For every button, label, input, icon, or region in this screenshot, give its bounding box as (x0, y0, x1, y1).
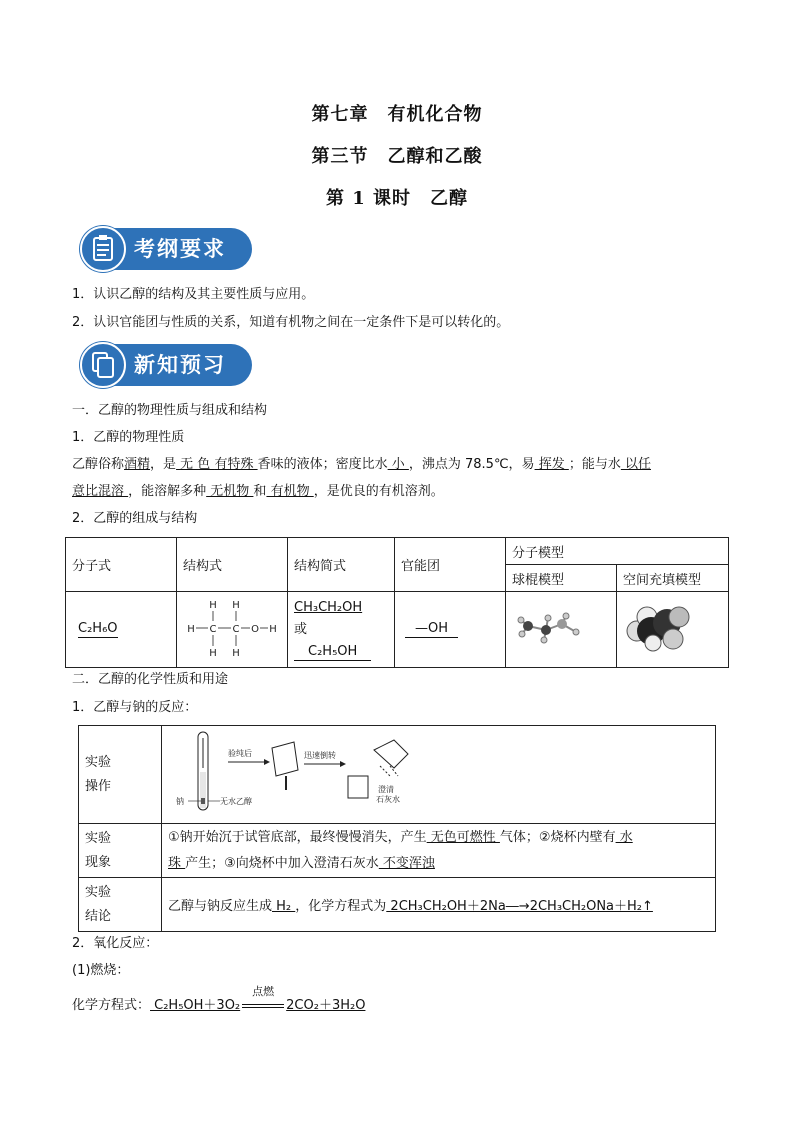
sodium-reaction-table (78, 725, 716, 932)
cell-phenomenon (162, 824, 716, 878)
condensed-formula-2: C₂H₅OH (294, 644, 371, 661)
th-space-filling: 空间充填模型 (617, 565, 729, 592)
svg-text:C: C (209, 623, 217, 635)
label-clear-limewater-2: 石灰水 (376, 794, 400, 804)
cell-formula (66, 592, 177, 668)
or-text: 或 (294, 621, 308, 637)
svg-text:H: H (232, 599, 240, 611)
blank-odor: 有特殊 (214, 457, 258, 472)
space-filling-model-image (623, 601, 693, 655)
physical-properties-line1: 乙醇俗称酒精，是 无 色 有特殊 香味的液体；密度比水 小 ，沸点为 78.5℃，易 挥发 ；能与水 以任 (72, 457, 651, 472)
exam-banner-label: 考纲要求 (102, 228, 252, 270)
functional-group: —OH (405, 621, 458, 638)
label-conclusion: 实验 结论 (79, 878, 162, 932)
preview-banner (80, 342, 252, 388)
svg-text:O: O (251, 623, 259, 635)
blank-hydrogen: H₂ (272, 899, 296, 914)
part2-sub1: 1．乙醇与钠的反应： (72, 700, 198, 715)
svg-text:H: H (187, 623, 195, 635)
combustion-equation: 化学方程式： C₂H₅OH＋3O₂ 点燃 2CO₂＋3H₂O (72, 995, 365, 1017)
objective-2: 2．认识官能团与性质的关系，知道有机物之间在一定条件下是可以转化的。 (72, 315, 510, 330)
svg-text:C: C (232, 623, 240, 635)
cell-ball-stick-model (506, 592, 617, 668)
cell-functional-group (395, 592, 506, 668)
section-title: 第三节 乙醇和乙酸 (311, 146, 483, 167)
label-sodium: 钠 (176, 796, 184, 806)
label-phenomenon: 实验 现象 (79, 824, 162, 878)
equation-right: 2CO₂＋3H₂O (286, 998, 366, 1013)
label-clear-limewater-1: 澄清 (378, 784, 394, 794)
part2-heading: 二．乙醇的化学性质和用途 (72, 672, 229, 687)
label-invert-quickly: 迅速倒转 (304, 750, 336, 760)
cell-condensed-formula (288, 592, 395, 668)
equation-arrow (240, 985, 286, 1017)
condition-ignite: 点燃 (252, 985, 275, 998)
part1-heading: 一．乙醇的物理性质与组成和结构 (72, 403, 268, 418)
th-ball-stick: 球棍模型 (506, 565, 617, 592)
label-operation: 实验 操作 (79, 726, 162, 824)
objective-1: 1．认识乙醇的结构及其主要性质与应用。 (72, 287, 315, 302)
blank-water-1: 水 (615, 829, 633, 845)
physical-properties-line2: 意比混溶 ，能溶解多种 无机物 和 有机物 ，是优良的有机溶剂。 (72, 484, 444, 499)
label-anhydrous-ethanol: 无水乙醇 (220, 796, 252, 806)
blank-inorganic: 无机物 (206, 484, 254, 499)
blank-miscible-1: 以任 (620, 457, 651, 472)
lesson-title: 第 1 课时 乙醇 (325, 188, 469, 209)
cell-conclusion: 乙醇与钠反应生成 H₂ ，化学方程式为 2CH₃CH₂OH＋2Na―→2CH₃CH₂ONa＋H₂↑ (162, 878, 716, 932)
th-functional-group: 官能团 (395, 538, 506, 592)
phenomenon-line1: ①钠开始沉于试管底部，最终慢慢消失，产生 无色可燃性 气体；②烧杯内壁有 水 (168, 829, 633, 845)
svg-text:H: H (209, 599, 217, 611)
cell-space-filling-model (617, 592, 729, 668)
chapter-title: 第七章 有机化合物 (311, 104, 483, 125)
th-molecular-formula: 分子式 (66, 538, 177, 592)
blank-color: 无 色 (176, 457, 215, 472)
svg-text:H: H (232, 647, 240, 659)
condensed-formula-1: CH₃CH₂OH (294, 599, 363, 615)
equation-left: C₂H₅OH＋3O₂ (150, 998, 241, 1013)
ethanol-structure-table (65, 537, 729, 668)
experiment-apparatus-diagram (168, 728, 418, 818)
svg-text:H: H (269, 623, 277, 635)
blank-volatile: 挥发 (534, 457, 569, 472)
clipboard-icon (80, 226, 126, 272)
combustion-heading: (1)燃烧： (72, 963, 130, 978)
oxidation-heading: 2．氧化反应： (72, 936, 159, 951)
cell-structural-formula (177, 592, 288, 668)
phenomenon-line2: 珠 产生；③向烧杯中加入澄清石灰水 不变浑浊 (168, 855, 435, 871)
molecular-formula: C₂H₆O (78, 621, 118, 636)
blank-not-cloudy: 不变浑浊 (378, 855, 435, 871)
preview-banner-label: 新知预习 (102, 344, 252, 386)
part1-sub2: 2．乙醇的组成与结构 (72, 511, 198, 526)
ball-stick-model-image (512, 608, 596, 648)
th-condensed-formula: 结构简式 (288, 538, 395, 592)
th-structural-formula: 结构式 (177, 538, 288, 592)
blank-organic: 有机物 (266, 484, 314, 499)
blank-alcohol: 酒精 (124, 457, 151, 472)
part1-sub1: 1．乙醇的物理性质 (72, 430, 185, 445)
documents-icon (80, 342, 126, 388)
exam-requirements-banner (80, 226, 252, 272)
blank-miscible-2: 意比混溶 (72, 484, 129, 499)
svg-text:H: H (209, 647, 217, 659)
blank-sodium-equation: 2CH₃CH₂OH＋2Na―→2CH₃CH₂ONa＋H₂↑ (386, 899, 653, 914)
blank-flammable-gas: 无色可燃性 (426, 829, 500, 845)
ethanol-structural-diagram (183, 596, 275, 660)
th-molecular-model: 分子模型 (506, 538, 729, 565)
cell-experiment-diagram (162, 726, 716, 824)
blank-water-2: 珠 (168, 855, 186, 871)
label-verify-purity: 验纯后 (228, 748, 252, 758)
blank-density: 小 (387, 457, 409, 472)
